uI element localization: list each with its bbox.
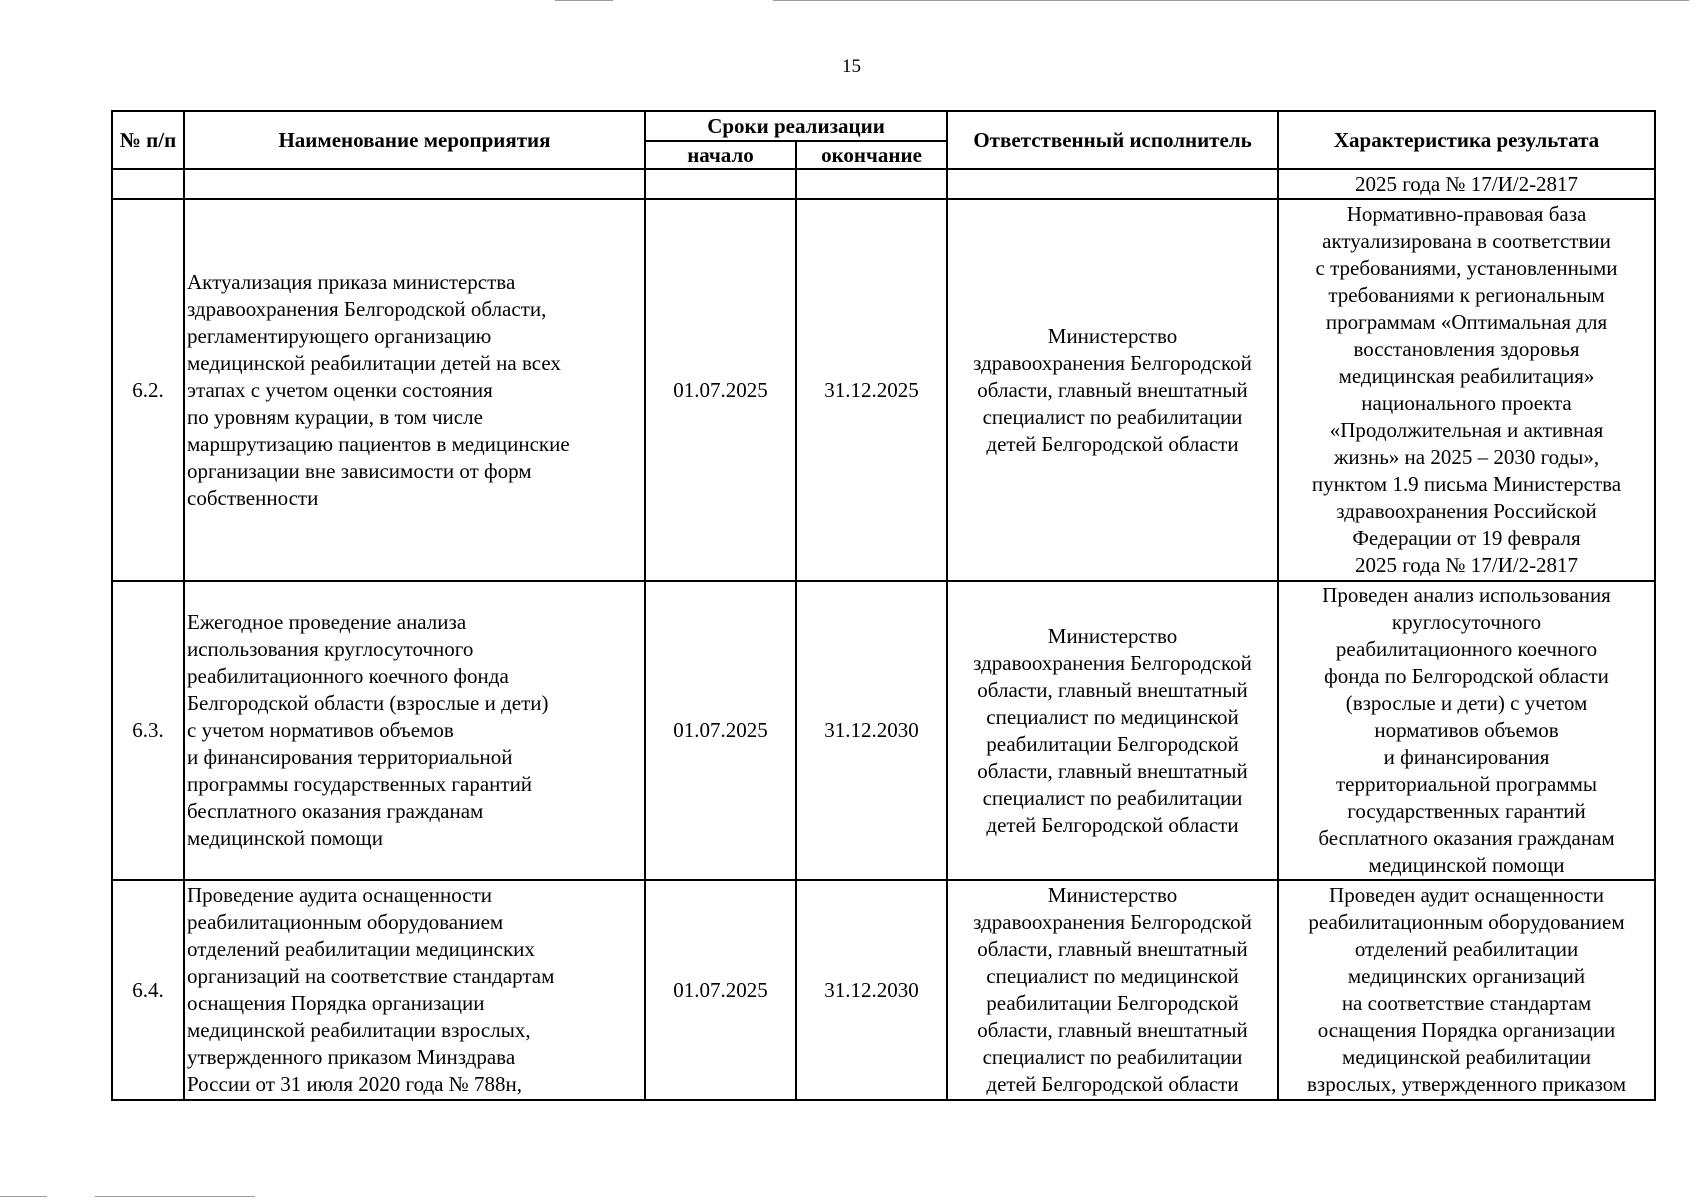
- cell-num: 6.4.: [112, 880, 184, 1100]
- cell-start: 01.07.2025: [645, 581, 796, 880]
- cell-end: 31.12.2030: [796, 581, 947, 880]
- cell-name: Проведение аудита оснащенности реабилитационным оборудованием отделений реабилитации медицинских организаций на соответствие стандартам оснащения Порядка организации медицинской реабилитации взрослых, утвержденного приказом Минздрава России от 31 июля 2020 года № 788н,: [184, 880, 645, 1100]
- cell-name: Ежегодное проведение анализа использования круглосуточного реабилитационного коечного фонда Белгородской области (взрослые и дети) с учетом нормативов объемов и финансирования территориальной программы государственных гарантий бесплатного оказания гражданам медицинской помощи: [184, 581, 645, 880]
- cell-num: 6.2.: [112, 199, 184, 581]
- table-row: [112, 581, 1655, 880]
- header-result: Характеристика результата: [1278, 111, 1655, 169]
- cell-empty: [796, 169, 947, 199]
- cell-executor: Министерство здравоохранения Белгородской области, главный внештатный специалист по медицинской реабилитации Белгородской области, главный внештатный специалист по реабилитации детей Белгородской области: [947, 880, 1278, 1100]
- table-row-carryover: [112, 169, 1655, 199]
- page-number: 15: [842, 56, 861, 77]
- cell-num: 6.3.: [112, 581, 184, 880]
- cell-end: 31.12.2025: [796, 199, 947, 581]
- cell-executor: Министерство здравоохранения Белгородской области, главный внештатный специалист по медицинской реабилитации Белгородской области, главный внештатный специалист по реабилитации детей Белгородской области: [947, 581, 1278, 880]
- cell-result: Проведен аудит оснащенности реабилитационным оборудованием отделений реабилитации медицинских организаций на соответствие стандартам оснащения Порядка организации медицинской реабилитации взрослых, утвержденного приказом: [1278, 880, 1655, 1100]
- header-start: начало: [645, 141, 796, 169]
- header-terms: Сроки реализации: [645, 111, 947, 141]
- cell-result: 2025 года № 17/И/2-2817: [1278, 169, 1655, 199]
- table-row: [112, 199, 1655, 581]
- cell-result: Проведен анализ использования круглосуточного реабилитационного коечного фонда по Белгородской области (взрослые и дети) с учетом нормативов объемов и финансирования территориальной программы государственных гарантий бесплатного оказания гражданам медицинской помощи: [1278, 581, 1655, 880]
- cell-empty: [184, 169, 645, 199]
- cell-start: 01.07.2025: [645, 880, 796, 1100]
- table-row: [112, 880, 1655, 1100]
- cell-empty: [947, 169, 1278, 199]
- scan-edge-top-left: [555, 0, 613, 1]
- header-name: Наименование мероприятия: [184, 111, 645, 169]
- header-end: окончание: [796, 141, 947, 169]
- scan-edge-bottom-mid: [95, 1196, 255, 1197]
- scan-edge-bottom-left: [0, 1196, 47, 1197]
- cell-end: 31.12.2030: [796, 880, 947, 1100]
- cell-result: Нормативно-правовая база актуализирована в соответствии с требованиями, установленными требованиями к региональным программам «Оптимальная для восстановления здоровья медицинская реабилитация» национального проекта «Продолжительная и активная жизнь» на 2025 – 2030 годы», пунктом 1.9 письма Министерства здравоохранения Российской Федерации от 19 февраля 2025 года № 17/И/2-2817: [1278, 199, 1655, 581]
- header-executor: Ответственный исполнитель: [947, 111, 1278, 169]
- cell-executor: Министерство здравоохранения Белгородской области, главный внештатный специалист по реабилитации детей Белгородской области: [947, 199, 1278, 581]
- cell-empty: [645, 169, 796, 199]
- cell-start: 01.07.2025: [645, 199, 796, 581]
- cell-name: Актуализация приказа министерства здравоохранения Белгородской области, регламентирующего организацию медицинской реабилитации детей на всех этапах с учетом оценки состояния по уровням курации, в том числе маршрутизацию пациентов в медицинские организации вне зависимости от форм собственности: [184, 199, 645, 581]
- cell-empty: [112, 169, 184, 199]
- scan-edge-top-right: [773, 0, 1689, 1]
- activities-table: [111, 110, 1656, 1101]
- header-num: № п/п: [112, 111, 184, 169]
